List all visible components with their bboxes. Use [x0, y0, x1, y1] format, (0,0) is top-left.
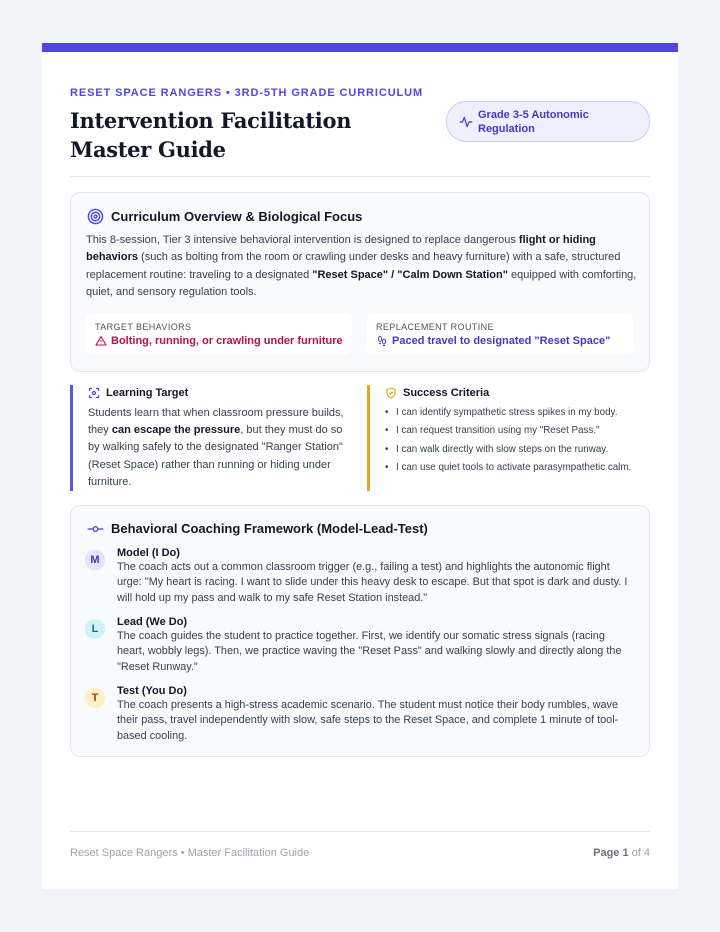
step-title: Model (I Do) [117, 547, 180, 559]
success-criteria-heading-row [385, 387, 650, 399]
footer-divider [70, 831, 650, 832]
header-divider [70, 176, 650, 177]
framework-step-model [85, 546, 635, 606]
learning-target-heading: Learning Target [106, 387, 189, 399]
learning-target-bold: can escape the pressure [111, 424, 241, 437]
step-text: The coach guides the student to practice together. First, we identify our somatic stress signals (racing heart, wobbly legs). Then, we practice waving the "Reset Pass" and walking slowly and directly along the "Reset Runway." [117, 630, 622, 673]
step-letter-badge: T [85, 688, 105, 708]
curriculum-overview-card [70, 192, 650, 372]
page-number [593, 847, 650, 859]
overview-heading: Curriculum Overview & Biological Focus [111, 209, 363, 224]
learning-target-text-part: Students learn that when classroom pressure builds, they [88, 407, 344, 437]
page-number-prefix: Page [593, 847, 623, 859]
target-behaviors-label: TARGET BEHAVIORS [95, 322, 192, 332]
grade-badge-label: Grade 3-5 Autonomic Regulation [478, 108, 589, 135]
page-number-current: 1 [622, 847, 629, 859]
replacement-routine-value: Paced travel to designated "Reset Space" [392, 335, 611, 347]
success-criteria-heading: Success Criteria [403, 387, 490, 399]
step-body [117, 615, 635, 675]
framework-step-test [85, 684, 635, 744]
shield-check-icon [385, 387, 397, 399]
framework-heading-row [87, 521, 428, 536]
overview-text-part: equipped with comforting, quiet, and sensory regulation tools. [86, 268, 637, 299]
pipeline-icon [87, 523, 104, 535]
heartbeat-icon [459, 115, 473, 129]
grade-badge [446, 101, 650, 142]
guide-page [42, 43, 678, 889]
warning-icon [95, 335, 107, 347]
criteria-item: • I can identify sympathetic stress spikes in my body. [385, 404, 650, 422]
success-criteria-column [367, 385, 650, 491]
success-criteria-list [385, 404, 650, 477]
step-text: The coach presents a high-stress academic scenario. The student must notice their body rumbles, wave their pass, travel independently with slow, safe steps to the Reset Space, and complete 1 minute of tool-based cooling. [117, 699, 619, 742]
overview-heading-row [87, 208, 362, 225]
page-number-suffix: of 4 [628, 847, 650, 859]
framework-heading: Behavioral Coaching Framework (Model-Lead-Test) [111, 521, 428, 536]
replacement-routine-box [367, 313, 633, 355]
overview-bold-flight: flight or hiding behaviors [86, 234, 596, 264]
overview-bold-reset-space: "Reset Space" / "Calm Down Station" [312, 268, 508, 281]
step-body [117, 684, 635, 744]
criteria-item: • I can use quiet tools to activate parasympathetic calm. [385, 459, 650, 477]
target-behaviors-box [86, 313, 352, 355]
overview-text-part: This 8-session, Tier 3 intensive behavioral intervention is designed to replace dangerous [86, 234, 519, 246]
learning-target-text-part: , but they must do so by walking safely to the designated "Ranger Station" (Reset Space) rather than running or hiding under furniture. [88, 424, 343, 488]
top-accent-bar [42, 43, 678, 52]
replacement-routine-row [376, 335, 633, 347]
page-title: Intervention Facilitation Master Guide [70, 108, 352, 162]
coaching-framework-card [70, 505, 650, 757]
overview-text-part: (such as bolting from the room or crawling under desks and heavy furniture) with a safe, structured replacement routine: traveling to a designated [86, 251, 621, 281]
step-title: Test (You Do) [117, 685, 187, 697]
target-behaviors-row [95, 335, 352, 347]
step-text: The coach acts out a common classroom trigger (e.g., failing a test) and highlights the autonomic flight urge: "My heart is racing. I want to slide under this heavy desk to escape. But that spot is dark and dusty. I will hold up my pass and walk to my safe Reset Station instead." [117, 561, 628, 604]
step-body [117, 546, 635, 606]
footer-title: Reset Space Rangers • Master Facilitation Guide [70, 847, 310, 859]
eyebrow-label: RESET SPACE RANGERS • 3RD-5TH GRADE CURRICULUM [70, 87, 424, 99]
target-behaviors-value: Bolting, running, or crawling under furniture [111, 335, 343, 347]
overview-text [86, 232, 638, 302]
learning-target-text [88, 405, 350, 491]
criteria-item: • I can walk directly with slow steps on the runway. [385, 441, 650, 459]
footprints-icon [376, 335, 388, 347]
learning-target-column [70, 385, 350, 491]
learning-target-heading-row [88, 387, 350, 399]
step-letter-badge: M [85, 550, 105, 570]
focus-icon [88, 387, 100, 399]
step-title: Lead (We Do) [117, 616, 188, 628]
replacement-routine-label: REPLACEMENT ROUTINE [376, 322, 494, 332]
criteria-item: • I can request transition using my "Reset Pass." [385, 422, 650, 440]
framework-step-lead [85, 615, 635, 675]
target-icon [87, 208, 104, 225]
step-letter-badge: L [85, 619, 105, 639]
